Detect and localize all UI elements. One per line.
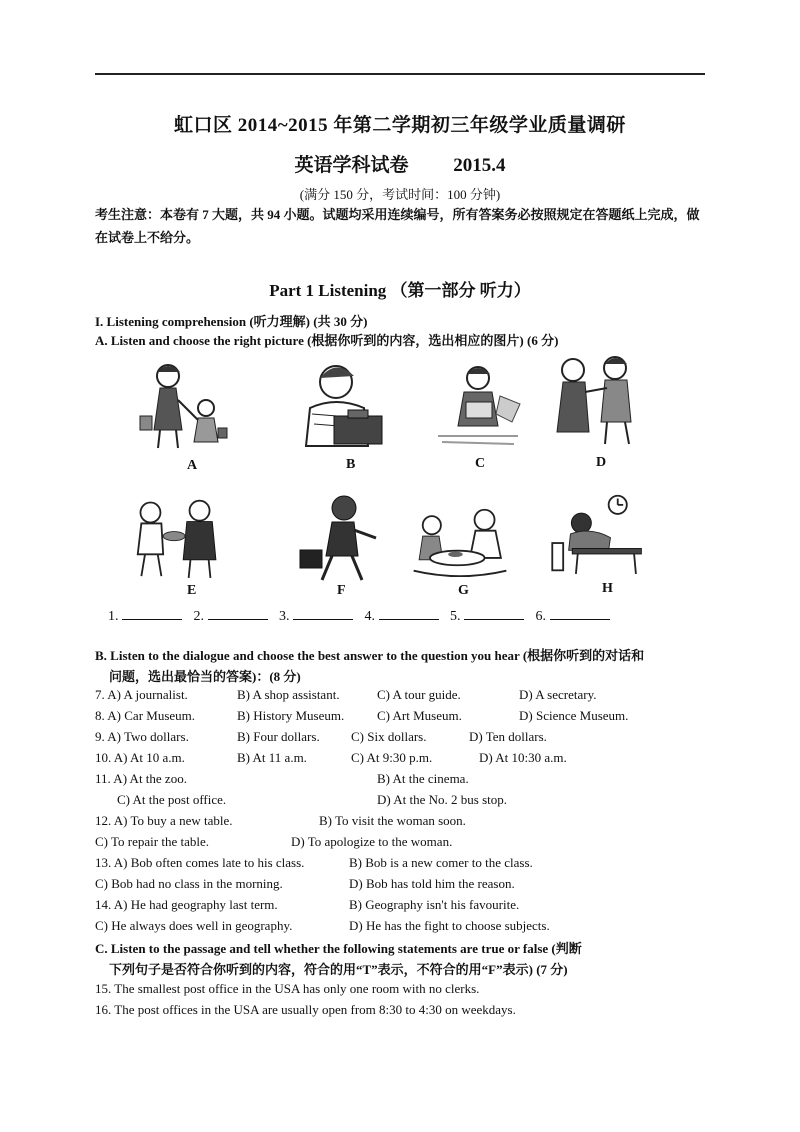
answer-blank-6[interactable]: 6. xyxy=(536,607,610,625)
picture-label-h: H xyxy=(602,581,613,596)
picture-label-g: G xyxy=(458,583,469,598)
answer-blank-5[interactable]: 5. xyxy=(450,607,524,625)
question-11-row-1: 11. A) At the zoo. B) At the cinema. xyxy=(95,771,469,786)
section-a-heading: A. Listen and choose the right picture (根据你听到的内容，选出相应的图片) (6 分) xyxy=(95,333,559,348)
question-9: 9. A) Two dollars. B) Four dollars. C) Six dollars. D) Ten dollars. xyxy=(95,729,547,744)
question-16: 16. The post offices in the USA are usually open from 8:30 to 4:30 on weekdays. xyxy=(95,1002,516,1017)
question-10: 10. A) At 10 a.m. B) At 11 a.m. C) At 9:30 p.m. D) At 10:30 a.m. xyxy=(95,750,567,765)
picture-d-two-people-arguing xyxy=(545,352,645,447)
section-b-heading: B. Listen to the dialogue and choose the best answer to the question you hear (根据你听到的对话和 问题，选出最恰当的答案)：(8 分) xyxy=(95,648,645,684)
answer-blanks-row xyxy=(108,607,718,625)
top-rule xyxy=(95,73,705,75)
question-14-row-1: 14. A) He had geography last term. B) Geography isn't his favourite. xyxy=(95,897,520,912)
question-8: 8. A) Car Museum. B) History Museum. C) Art Museum. D) Science Museum. xyxy=(95,708,629,723)
picture-b-man-with-box xyxy=(292,358,392,453)
part1-title: Part 1 Listening （第一部分 听力） xyxy=(269,281,531,300)
answer-blank-2[interactable]: 2. xyxy=(194,607,268,625)
picture-label-c: C xyxy=(475,456,486,471)
picture-label-e: E xyxy=(187,583,197,598)
exam-subtitle xyxy=(0,150,800,177)
picture-label-d: D xyxy=(596,455,607,470)
picture-c-boy-reading xyxy=(428,356,528,451)
exam-title: 虹口区 2014~2015 年第二学期初三年级学业质量调研 xyxy=(174,115,626,136)
picture-e-handshake xyxy=(125,490,225,585)
section-1-heading: I. Listening comprehension (听力理解) (共 30 分) xyxy=(95,314,368,329)
exam-meta: (满分 150 分，考试时间：100 分钟) xyxy=(299,187,501,202)
picture-label-a: A xyxy=(187,458,198,473)
section-c-heading: C. Listen to the passage and tell whether the following statements are true or false (判断 下列句子是否符合你听到的内容，符合的用“T”表示，不符合的用“F”表示) (7 分) xyxy=(95,941,582,977)
question-11-row-2: C) At the post office. D) At the No. 2 bus stop. xyxy=(117,792,507,807)
answer-blank-3[interactable]: 3. xyxy=(279,607,353,625)
question-12-row-2: C) To repair the table. D) To apologize to the woman. xyxy=(95,834,453,849)
question-12-row-1: 12. A) To buy a new table. B) To visit the woman soon. xyxy=(95,813,466,828)
picture-label-b: B xyxy=(346,457,356,472)
answer-blank-4[interactable]: 4. xyxy=(365,607,439,625)
subject-title: 英语学科试卷 xyxy=(294,155,409,176)
picture-h-student-studying xyxy=(545,486,645,581)
question-15: 15. The smallest post office in the USA has only one room with no clerks. xyxy=(95,981,480,996)
question-7: 7. A) A journalist. B) A shop assistant. C) A tour guide. D) A secretary. xyxy=(95,687,597,702)
answer-blank-1[interactable]: 1. xyxy=(108,607,182,625)
question-13-row-1: 13. A) Bob often comes late to his class. B) Bob is a new comer to the class. xyxy=(95,855,533,870)
picture-label-f: F xyxy=(337,583,346,598)
question-13-row-2: C) Bob had no class in the morning. D) Bob has told him the reason. xyxy=(95,876,515,891)
exam-notice: 考生注意：本卷有 7 大题，共 94 小题。试题均采用连续编号，所有答案务必按照规定在答题纸上完成，做在试卷上不给分。 xyxy=(95,207,700,245)
picture-g-people-eating xyxy=(410,490,510,585)
question-14-row-2: C) He always does well in geography. D) He has the fight to choose subjects. xyxy=(95,918,550,933)
picture-f-man-walking xyxy=(292,490,392,585)
picture-a-mother-child xyxy=(130,358,230,453)
exam-date: 2015.4 xyxy=(453,155,506,176)
